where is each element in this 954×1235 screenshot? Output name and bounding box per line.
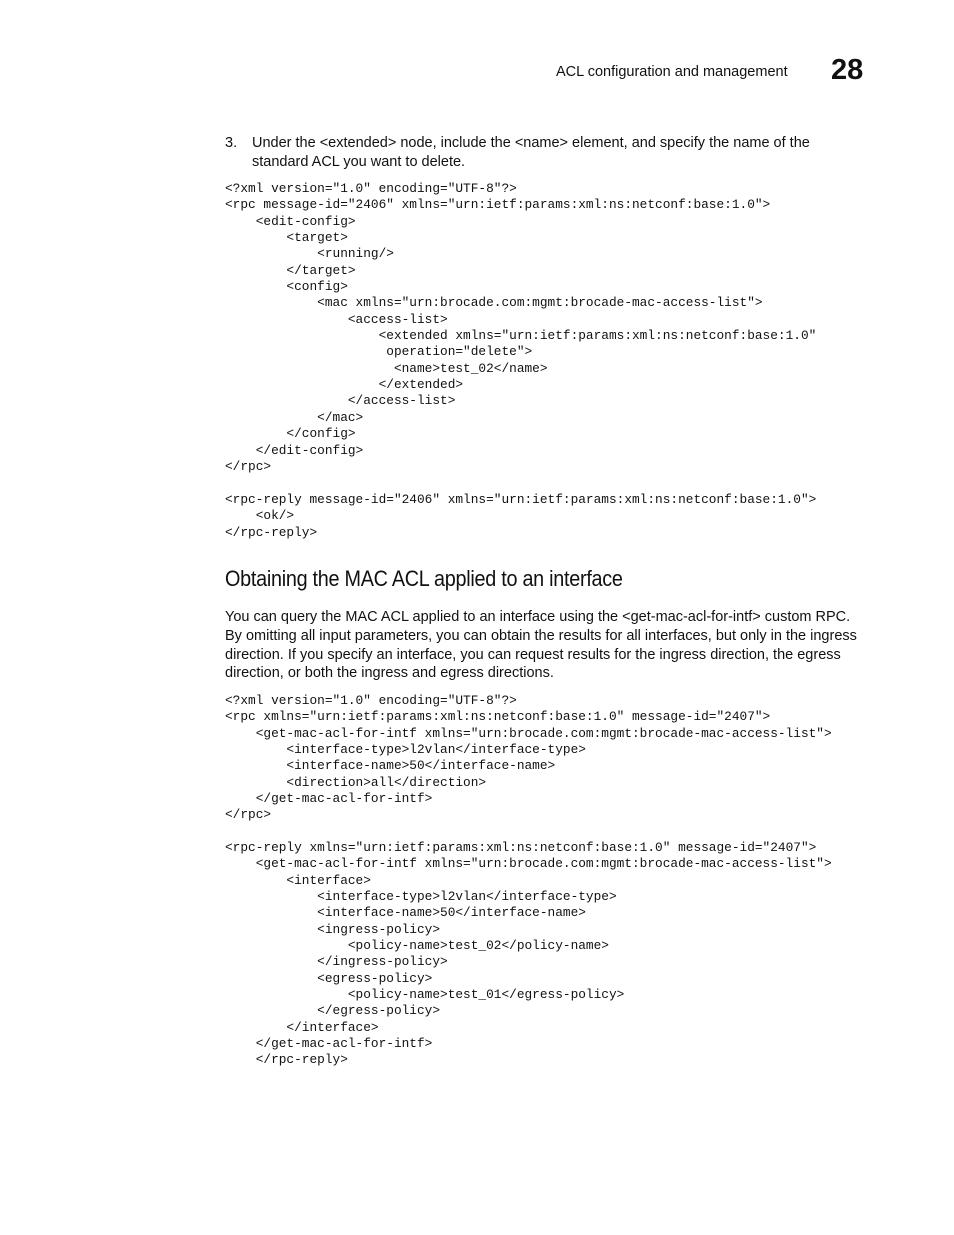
- step-number: 3.: [225, 135, 238, 151]
- section-body-paragraph: You can query the MAC ACL applied to an interface using the <get-mac-acl-for-intf> custom RPC. By omitting all input parameters, you can obtain the results for all interfaces, but only in the ingress direction. If you specify an interface, you can request results for the ingress direction, the egress direction, or both the ingress and egress directions.: [225, 609, 857, 682]
- code-block-delete-reply: <rpc-reply message-id="2406" xmlns="urn:ietf:params:xml:ns:netconf:base:1.0"> <ok/> </rpc-reply>: [225, 492, 817, 540]
- code-block-delete-rpc: <?xml version="1.0" encoding="UTF-8"?> <rpc message-id="2406" xmlns="urn:ietf:params:xml:ns:netconf:base:1.0"> <edit-config> <target> <running/> </target> <config> <mac xmlns="urn:brocade.com:mgmt:brocade-mac-access-list"> <access-list> <extended xmlns="urn:ietf:params:xml:ns:netconf:base:1.0" operation="delete"> <name>test_02</name> </extended> </access-list> </mac> </config> </edit-config> </rpc>: [225, 181, 817, 474]
- code-block-query-rpc: <?xml version="1.0" encoding="UTF-8"?> <rpc xmlns="urn:ietf:params:xml:ns:netconf:base:1.0" message-id="2407"> <get-mac-acl-for-intf xmlns="urn:brocade.com:mgmt:brocade-mac-access-list"> <interface-type>l2vlan</interface-type> <interface-name>50</interface-name> <direction>all</direction> </get-mac-acl-for-intf> </rpc>: [225, 693, 832, 823]
- step-text: Under the <extended> node, include the <name> element, and specify the name of the standard ACL you want to delete.: [252, 135, 810, 170]
- chapter-number: 28: [831, 54, 864, 86]
- running-header-title: ACL configuration and management: [556, 64, 788, 80]
- section-heading: Obtaining the MAC ACL applied to an interface: [225, 566, 623, 591]
- code-block-query-reply: <rpc-reply xmlns="urn:ietf:params:xml:ns:netconf:base:1.0" message-id="2407"> <get-mac-acl-for-intf xmlns="urn:brocade.com:mgmt:brocade-mac-access-list"> <interface> <interface-type>l2vlan</interface-type> <interface-name>50</interface-name> <ingress-policy> <policy-name>test_02</policy-name> </ingress-policy> <egress-policy> <policy-name>test_01</egress-policy> </egress-policy> </interface> </get-mac-acl-for-intf> </rpc-reply>: [225, 840, 832, 1068]
